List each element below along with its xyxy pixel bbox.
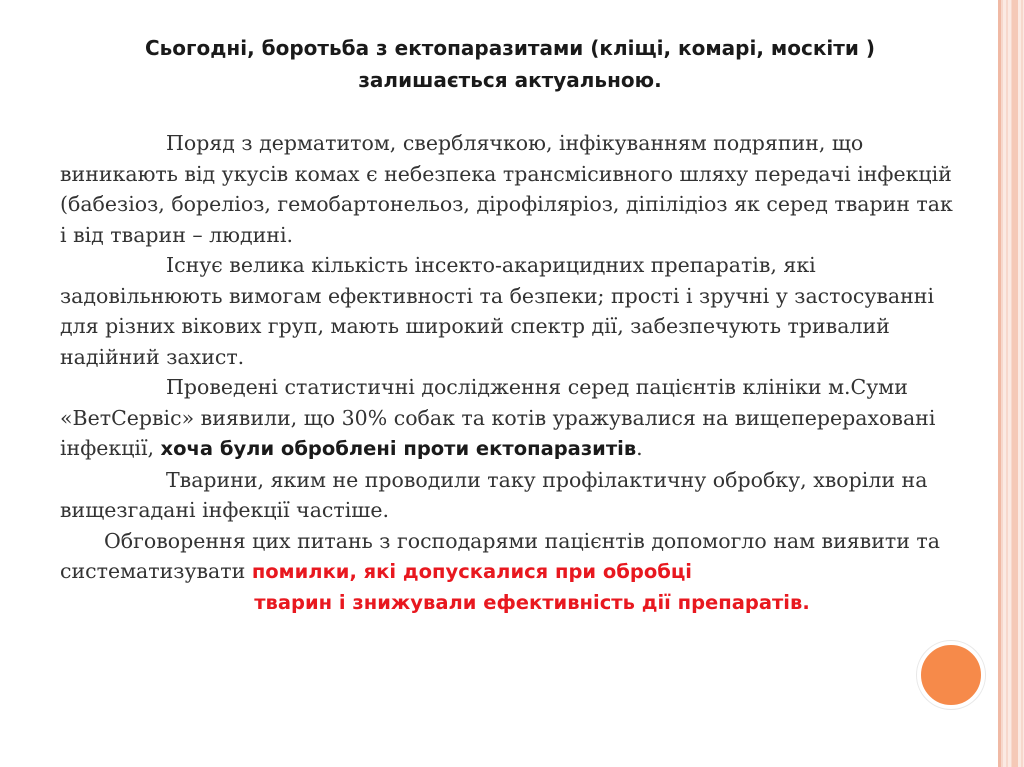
decorative-orange-circle xyxy=(917,641,985,709)
paragraph-preparations: Існує велика кількість інсекто-акарицидних препаратів, які задовільнюють вимогам ефективності та безпеки; прості і зручні у застосуванні для різних вікових груп, мають широкий спектр дії, забезпечують тривалий надійний захист. xyxy=(60,253,935,369)
paragraph-untreated: Тварини, яким не проводили таку профілактичну обробку, хворіли на вищезгадані інфекції частіше. xyxy=(60,467,928,522)
paragraph-statistics xyxy=(60,372,960,465)
slide-body xyxy=(60,128,960,618)
discussion-text: Обговорення цих питань з господарями пацієнтів допомогло нам виявити та систематизувати xyxy=(60,528,940,583)
paragraph-transmission: Поряд з дерматитом, сверблячкою, інфікуванням подряпин, що виникають від укусів комах є небезпека трансмісивного шляху передачі інфекцій (бабезіоз, бореліоз, гемобартонельоз, дірофіляріоз, діпілідіоз як серед тварин так і від тварин – людині. xyxy=(60,131,953,247)
slide-title xyxy=(60,32,960,96)
statistics-text: Проведені статистичні дослідження серед пацієнтів клініки м.Суми «ВетСервіс» виявили, що 30% собак та котів уражувалися на вищеперераховані інфекції, xyxy=(60,375,936,460)
title-line-2: залишається актуальною. xyxy=(358,68,662,92)
decorative-strip-band xyxy=(1012,0,1018,767)
decorative-side-strip xyxy=(998,0,1024,767)
statistics-emphasis: хоча були оброблені проти ектопаразитів xyxy=(160,437,637,460)
statistics-end: . xyxy=(636,436,643,460)
paragraph-discussion xyxy=(60,526,960,619)
title-line-1: Сьогодні, боротьба з ектопаразитами (кліщі, комарі, москіти ) xyxy=(144,36,875,60)
discussion-emphasis-1: помилки, які допускалися при обробці xyxy=(251,560,692,583)
discussion-emphasis-2: тварин і знижували ефективність дії препаратів. xyxy=(254,590,810,614)
